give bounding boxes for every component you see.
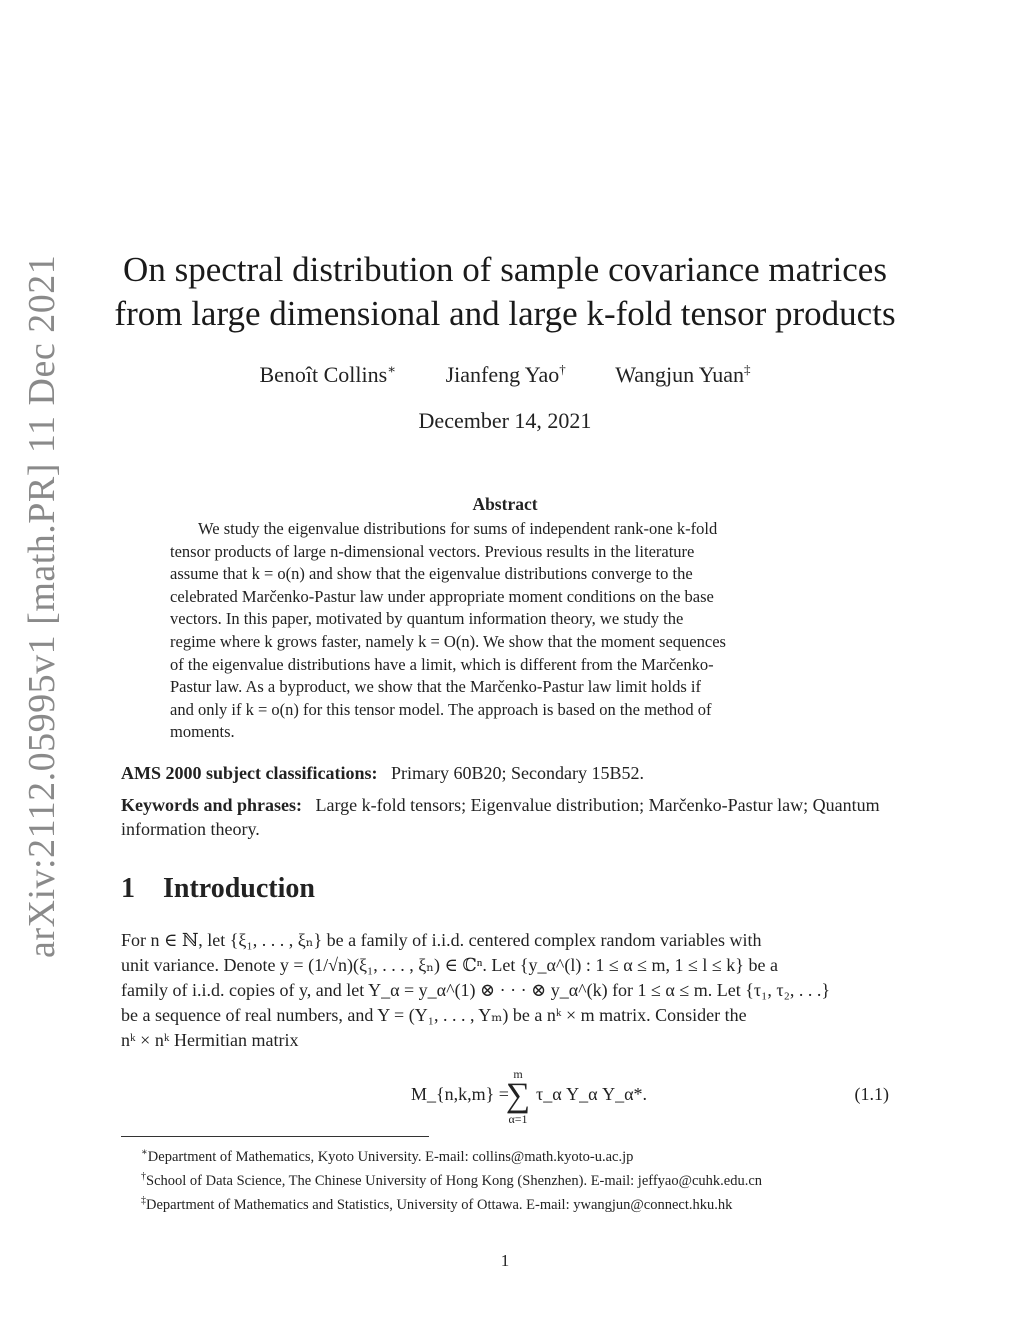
equation-rhs: τ_α Y_α Y_α*. [536, 1084, 648, 1104]
author-collins: Benoît Collins∗ [259, 362, 397, 388]
ams-text: Primary 60B20; Secondary 15B52. [390, 763, 644, 783]
abstract-line: celebrated Marčenko-Pastur law under appropriate moment conditions on the base [170, 586, 714, 606]
author-list [100, 362, 910, 388]
title-line-1: On spectral distribution of sample covariance matrices [123, 250, 887, 289]
intro-line: be a sequence of real numbers, and Y = (Y₁, . . . , Yₘ) be a nᵏ × m matrix. Consider the [121, 1005, 747, 1025]
intro-line: family of i.i.d. copies of y, and let Y_α = y_α^(1) ⊗ · · · ⊗ y_α^(k) for 1 ≤ α ≤ m. Let {τ₁, τ₂, . . .} [121, 980, 831, 1000]
abstract-line: moments. [170, 722, 235, 742]
abstract-line: Pastur law. As a byproduct, we show that the Marčenko-Pastur law limit holds if [170, 677, 701, 697]
abstract-line: tensor products of large n-dimensional vectors. Previous results in the literature [170, 541, 695, 561]
abstract-line: vectors. In this paper, motivated by quantum information theory, we study the [170, 609, 684, 629]
abstract-line: regime where k grows faster, namely k = O(n). We show that the moment sequences [170, 631, 726, 651]
author-yao: Jianfeng Yao† [445, 362, 566, 388]
equation-lhs: M_{n,k,m} = [411, 1084, 509, 1104]
abstract-heading: Abstract [472, 494, 538, 514]
keywords-text: Large k-fold tensors; Eigenvalue distribution; Marčenko-Pastur law; Quantum information theory. [121, 795, 880, 839]
footnote-collins: ∗Department of Mathematics, Kyoto University. E-mail: collins@math.kyoto-u.ac.jp [141, 1147, 634, 1165]
paper-date: December 14, 2021 [418, 408, 592, 433]
abstract-body [170, 518, 840, 744]
footnotes [121, 1143, 889, 1214]
ams-classification [121, 761, 891, 785]
summation [501, 1068, 535, 1126]
sigma-symbol: ∑ [505, 1077, 531, 1114]
section-heading [121, 873, 315, 905]
abstract-line: of the eigenvalue distributions have a limit, which is different from the Marčenko- [170, 654, 714, 674]
keywords [121, 793, 891, 841]
intro-paragraph [121, 928, 889, 1053]
section-title: Introduction [163, 873, 315, 904]
footnote-yao: †School of Data Science, The Chinese University of Hong Kong (Shenzhen). E-mail: jeffyao@cuhk.edu.cn [141, 1170, 763, 1189]
abstract-line: We study the eigenvalue distributions for sums of independent rank-one k-fold [198, 519, 718, 538]
intro-line: nᵏ × nᵏ Hermitian matrix [121, 1030, 299, 1050]
intro-line: For n ∈ ℕ, let {ξ₁, . . . , ξₙ} be a family of i.i.d. centered complex random variables with [121, 930, 762, 950]
abstract-line: and only if k = o(n) for this tensor model. The approach is based on the method of [170, 699, 712, 719]
ams-label: AMS 2000 subject classifications: [121, 763, 378, 783]
title-line-2: from large dimensional and large k-fold tensor products [114, 294, 896, 333]
intro-line: unit variance. Denote y = (1/√n)(ξ₁, . . . , ξₙ) ∈ ℂⁿ. Let {y_α^(l) : 1 ≤ α ≤ m, 1 ≤ l ≤ k} be a [121, 955, 778, 975]
section-number: 1 [121, 873, 135, 904]
footnote-yuan: ‡Department of Mathematics and Statistics, University of Ottawa. E-mail: ywangjun@connect.hku.hk [141, 1194, 733, 1213]
sum-upper-limit: m [513, 1067, 523, 1081]
author-yuan: Wangjun Yuan‡ [615, 362, 751, 388]
footnote-rule [121, 1136, 429, 1137]
page-number: 1 [500, 1251, 510, 1270]
keywords-label: Keywords and phrases: [121, 795, 303, 815]
arxiv-watermark: arXiv:2112.05995v1 [math.PR] 11 Dec 2021 [21, 254, 63, 958]
paper-title [100, 248, 910, 336]
equation-number: (1.1) [854, 1084, 889, 1104]
abstract-line: assume that k = o(n) and show that the eigenvalue distributions converge to the [170, 564, 693, 584]
sum-lower-limit: α=1 [508, 1112, 528, 1126]
equation-1-1 [121, 1068, 889, 1128]
